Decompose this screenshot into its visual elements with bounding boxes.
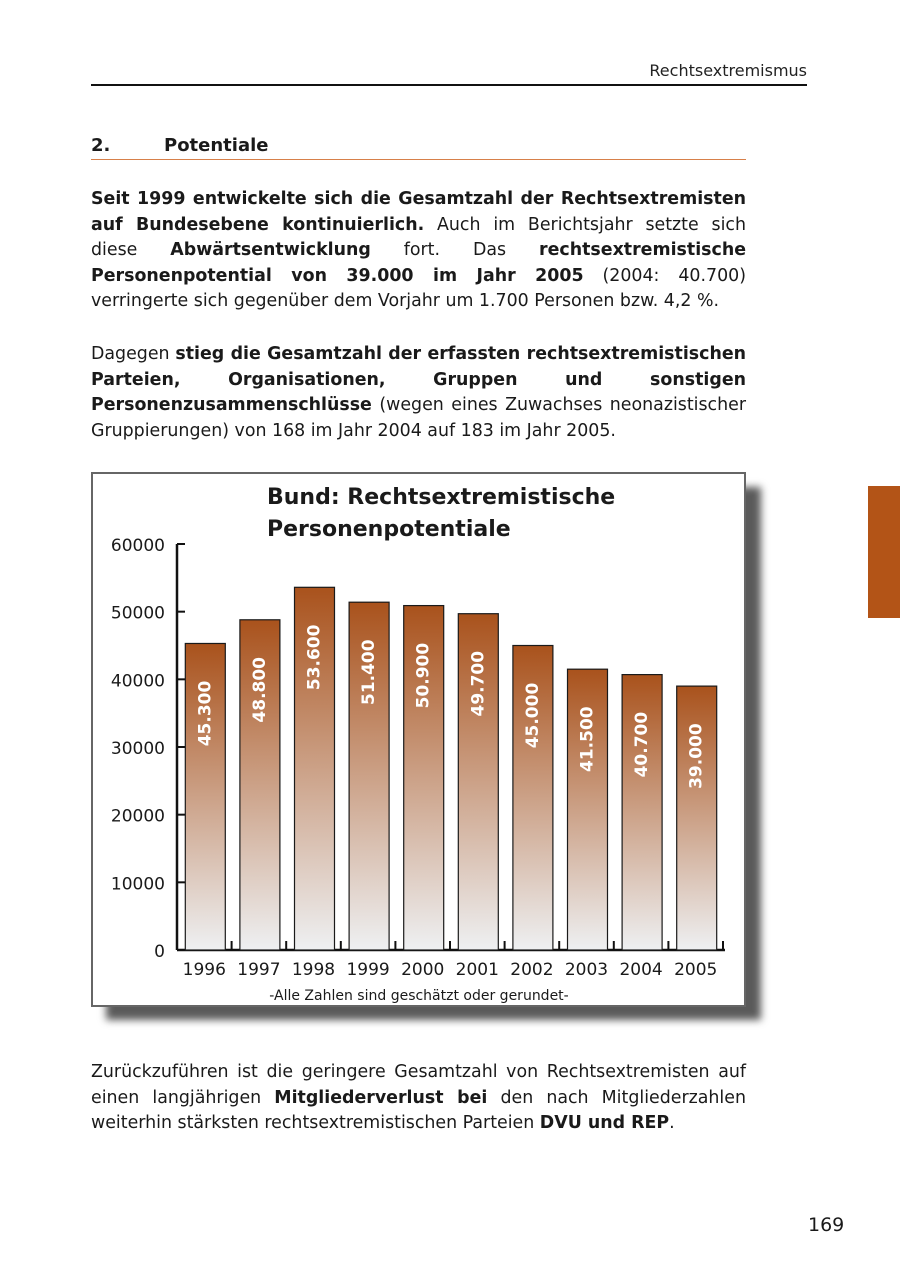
chart-title-line-2: Personenpotentiale — [267, 517, 511, 542]
y-tick-label: 50000 — [110, 603, 165, 624]
running-header: Rechtsextremismus — [649, 61, 807, 80]
x-category-label: 1996 — [182, 960, 226, 980]
x-category-label: 2001 — [455, 960, 499, 980]
y-tick-label: 0 — [154, 942, 165, 962]
bar-value-label: 39.000 — [686, 723, 707, 789]
x-category-label: 2004 — [619, 960, 663, 980]
y-tick-label: 30000 — [110, 739, 165, 759]
bar-value-label: 41.500 — [577, 706, 598, 772]
section-title: Potentiale — [164, 135, 269, 156]
bar-value-label: 49.700 — [468, 650, 489, 717]
paragraph-1: Seit 1999 entwickelte sich die Gesamtzahl der Rechtsextremisten auf Bundesebene kontinuierlich. Auch im Berichtsjahr setzte sich diese Abwärtsentwicklung fort. Das rechtsextremistische Personenpotential von 39.000 im Jahr 2005 (2004: 40.700) verringerte sich gegenüber dem Vorjahr um 1.700 Personen bzw. 4,2 %. — [91, 189, 747, 311]
header-rule — [91, 84, 807, 86]
y-tick-label: 10000 — [110, 874, 165, 895]
bar-value-label: 50.900 — [413, 642, 434, 709]
y-tick-label: 40000 — [110, 671, 165, 692]
x-category-label: 2005 — [674, 960, 718, 980]
chart-footnote: -Alle Zahlen sind geschätzt oder gerundet- — [269, 988, 569, 1004]
chart-frame — [91, 472, 746, 1007]
x-category-label: 2002 — [510, 960, 554, 980]
chart-title-line-1: Bund: Rechtsextremistische — [267, 485, 616, 510]
section-heading — [91, 135, 746, 160]
chapter-tab-marker — [868, 486, 900, 618]
bar-value-label: 40.700 — [632, 711, 653, 778]
y-tick-label: 60000 — [110, 536, 165, 556]
bar-chart — [93, 474, 744, 1005]
x-category-label: 2003 — [564, 960, 609, 980]
bar-value-label: 45.300 — [195, 680, 216, 747]
paragraph-3: Zurückzuführen ist die geringere Gesamtzahl von Rechtsextremisten auf einen langjährigen Mitgliederverlust bei den nach Mitgliederzahlen weiterhin stärksten rechtsextremistischen Parteien DVU und REP. — [91, 1062, 746, 1133]
bar-value-label: 53.600 — [304, 624, 325, 691]
bar-value-label: 51.400 — [359, 639, 380, 705]
x-category-label: 1997 — [237, 960, 281, 980]
x-category-label: 2000 — [401, 960, 445, 980]
x-category-label: 1999 — [346, 960, 390, 980]
section-number: 2. — [91, 135, 111, 156]
bar-value-label: 45.000 — [522, 682, 543, 749]
paragraph-2: Dagegen stieg die Gesamtzahl der erfassten rechtsextremistischen Parteien, Organisationen, Gruppen und sonstigen Personenzusammenschlüsse (wegen eines Zuwachses neonazistischer Gruppierungen) von 168 im Jahr 2004 auf 183 im Jahr 2005. — [91, 344, 746, 441]
y-tick-label: 20000 — [110, 806, 165, 827]
bar-value-label: 48.800 — [249, 656, 270, 723]
page-number: 169 — [808, 1214, 845, 1236]
x-category-label: 1998 — [291, 960, 336, 980]
